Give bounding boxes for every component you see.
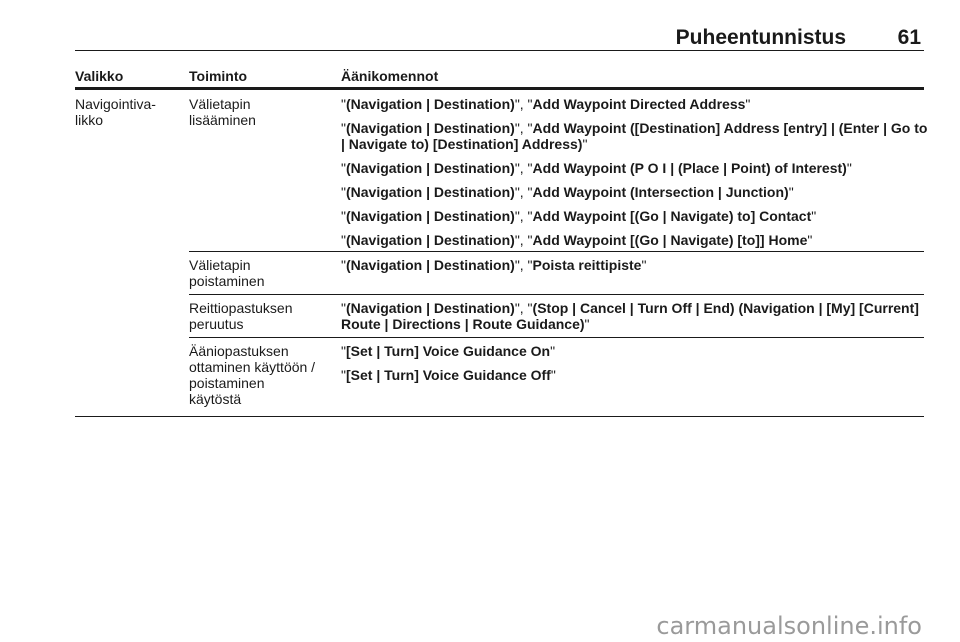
voice-command: "(Navigation | Destination)", "Add Waypoint Directed Address": [341, 96, 751, 112]
voice-command: "(Navigation | Destination)", "Add Waypoint (P O I | (Place | Point) of Interest)": [341, 160, 852, 176]
voice-command: "(Navigation | Destination)", "(Stop | Cancel | Turn Off | End) (Navigation | [My] [Current] Route | Directions | Route Guidance)": [341, 300, 919, 332]
voice-command: "(Navigation | Destination)", "Add Waypoint ([Destination] Address [entry] | (Enter | Go to | Navigate to) [Destination] Address)": [341, 120, 928, 152]
row-divider: [189, 251, 924, 252]
page-title: Puheentunnistus: [675, 26, 846, 49]
menu-cell: Navigointiva- likko: [75, 96, 156, 128]
column-header-commands: Äänikomennot: [341, 68, 439, 84]
voice-command: "(Navigation | Destination)", "Add Waypoint [(Go | Navigate) [to]] Home": [341, 232, 813, 248]
voice-command: "[Set | Turn] Voice Guidance Off": [341, 367, 556, 383]
table-bottom-rule: [75, 416, 924, 417]
action-cell: Reittiopastuksen peruutus: [189, 300, 293, 332]
commands-cell: [341, 96, 931, 256]
column-header-menu: Valikko: [75, 68, 124, 84]
watermark: carmanualsonline.info: [656, 612, 922, 640]
commands-cell: [341, 343, 931, 391]
column-header-action: Toiminto: [189, 68, 248, 84]
page-number: 61: [897, 26, 921, 49]
table-header-divider: [75, 87, 924, 90]
commands-cell: [341, 257, 931, 281]
action-cell: Ääniopastuksen ottaminen käyttöön / poistaminen käytöstä: [189, 343, 316, 407]
voice-command: "(Navigation | Destination)", "Add Waypoint [(Go | Navigate) to] Contact": [341, 208, 817, 224]
voice-command: "(Navigation | Destination)", "Poista reittipiste": [341, 257, 647, 273]
voice-command: "(Navigation | Destination)", "Add Waypoint (Intersection | Junction)": [341, 184, 794, 200]
voice-command: "[Set | Turn] Voice Guidance On": [341, 343, 556, 359]
commands-cell: [341, 300, 931, 340]
row-divider: [189, 337, 924, 338]
page-header: [75, 26, 924, 50]
action-cell: Välietapin lisääminen: [189, 96, 256, 128]
table-header: [75, 68, 924, 86]
header-divider: [75, 50, 924, 51]
action-cell: Välietapin poistaminen: [189, 257, 265, 289]
row-divider: [189, 294, 924, 295]
